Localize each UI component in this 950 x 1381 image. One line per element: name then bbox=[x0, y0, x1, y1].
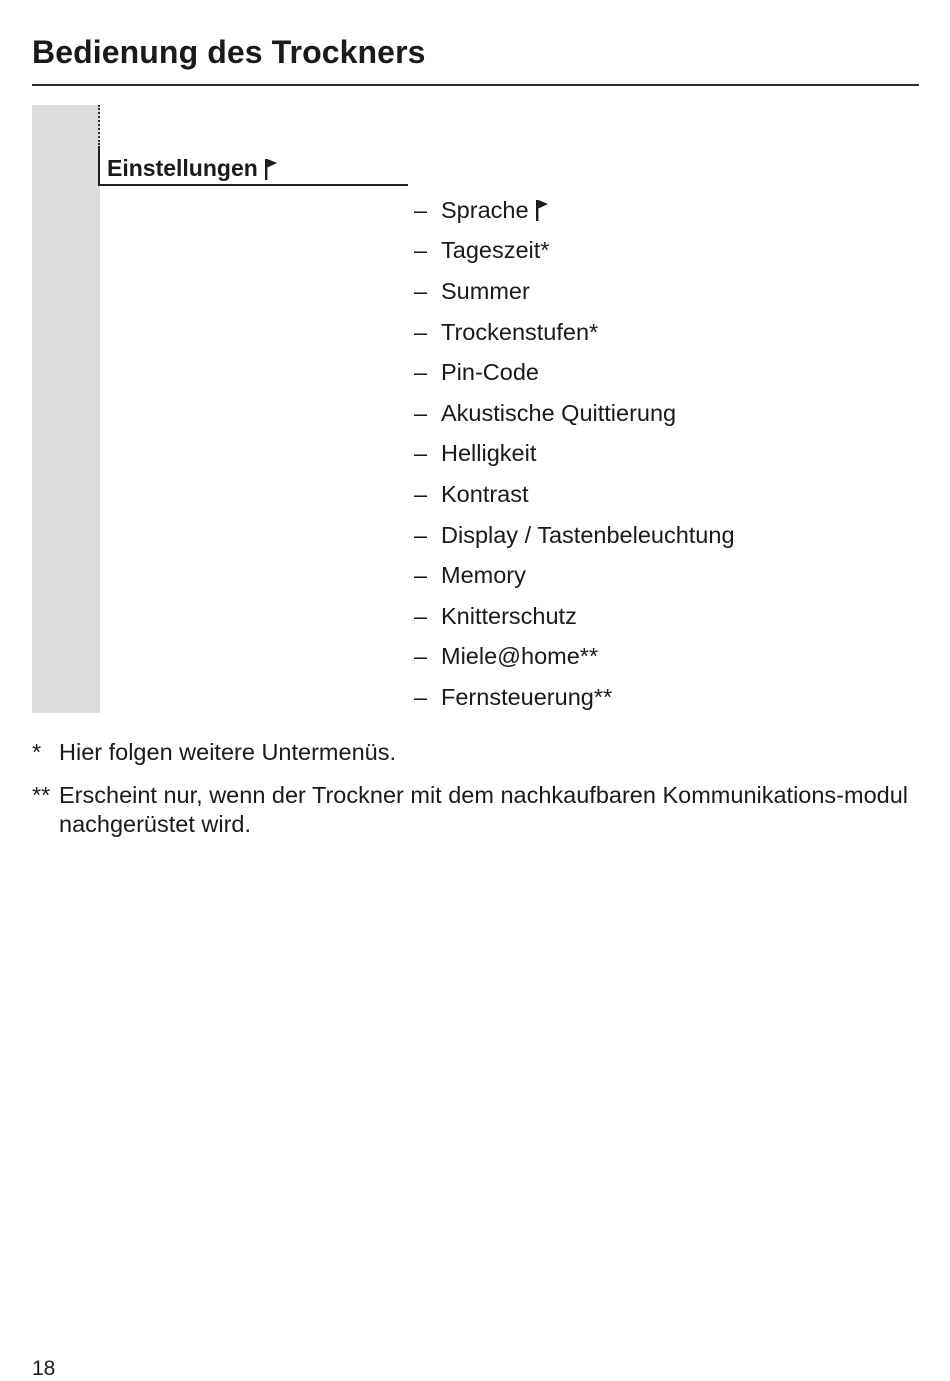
submenu-item bbox=[414, 474, 735, 515]
submenu-item-label: Akustische Quittierung bbox=[441, 399, 677, 426]
submenu-item-label: Pin-Code bbox=[441, 359, 539, 386]
submenu-item-label: Trockenstufen* bbox=[441, 318, 599, 345]
footnote-text: Erscheint nur, wenn der Trockner mit dem nachkaufbaren Kommunikations-modul nachgerüstet wird. bbox=[59, 782, 909, 837]
submenu-item-label: Kontrast bbox=[441, 480, 529, 507]
menu-bracket-horizontal bbox=[98, 184, 408, 186]
submenu-item-label: Miele@home** bbox=[441, 643, 599, 670]
list-dash: – bbox=[414, 521, 428, 548]
submenu-item-wrap bbox=[441, 522, 735, 549]
footnote bbox=[32, 781, 912, 839]
list-dash: – bbox=[414, 440, 428, 467]
submenu-item-wrap bbox=[441, 400, 676, 427]
submenu-item bbox=[414, 515, 735, 556]
submenu-item-wrap bbox=[441, 319, 598, 346]
submenu-item-label: Helligkeit bbox=[441, 440, 537, 467]
page-title: Bedienung des Trockners bbox=[32, 34, 426, 70]
menu-heading bbox=[107, 155, 278, 182]
submenu-item bbox=[414, 596, 735, 637]
list-dash: – bbox=[414, 277, 428, 304]
submenu-item-wrap bbox=[441, 684, 612, 711]
page-number: 18 bbox=[32, 1357, 56, 1380]
submenu-item-label: Knitterschutz bbox=[441, 602, 577, 629]
list-dash: – bbox=[414, 196, 428, 223]
list-dash: – bbox=[414, 399, 428, 426]
submenu-item-wrap bbox=[441, 603, 577, 630]
footnote bbox=[32, 738, 912, 767]
list-dash: – bbox=[414, 359, 428, 386]
submenu-item bbox=[414, 393, 735, 434]
submenu-item-label: Tageszeit* bbox=[441, 237, 550, 264]
list-dash: – bbox=[414, 683, 428, 710]
menu-bracket-vertical bbox=[98, 146, 100, 186]
submenu-item bbox=[414, 555, 735, 596]
submenu-item bbox=[414, 677, 735, 718]
submenu-item-wrap bbox=[441, 440, 536, 467]
list-dash: – bbox=[414, 643, 428, 670]
submenu-item-wrap bbox=[441, 643, 598, 670]
menu-heading-label: Einstellungen bbox=[107, 155, 258, 181]
list-dash: – bbox=[414, 318, 428, 345]
submenu-item bbox=[414, 190, 735, 231]
list-dash: – bbox=[414, 602, 428, 629]
list-dash: – bbox=[414, 237, 428, 264]
submenu-item-wrap bbox=[441, 237, 549, 264]
submenu-item-wrap bbox=[441, 359, 539, 386]
submenu-item bbox=[414, 312, 735, 353]
footnote-marker: * bbox=[32, 739, 42, 765]
menu-tree-connector bbox=[98, 105, 100, 145]
submenu-item-wrap bbox=[441, 562, 526, 589]
footnote-text: Hier folgen weitere Untermenüs. bbox=[59, 739, 396, 765]
title-divider bbox=[32, 84, 919, 86]
submenu-item-label: Memory bbox=[441, 562, 526, 589]
submenu-item-label: Display / Tastenbeleuchtung bbox=[441, 521, 735, 548]
submenu-item-wrap bbox=[441, 481, 529, 508]
flag-icon bbox=[264, 157, 278, 181]
submenu-item bbox=[414, 231, 735, 272]
list-dash: – bbox=[414, 562, 428, 589]
sidebar-band bbox=[32, 105, 100, 713]
submenu-item bbox=[414, 637, 735, 678]
submenu-item-label: Summer bbox=[441, 277, 530, 304]
list-dash: – bbox=[414, 480, 428, 507]
footnotes bbox=[32, 738, 912, 853]
submenu-item bbox=[414, 352, 735, 393]
submenu-item bbox=[414, 271, 735, 312]
submenu-item-label: Fernsteuerung** bbox=[441, 683, 613, 710]
submenu-item bbox=[414, 434, 735, 475]
submenu-item-label: Sprache bbox=[441, 196, 529, 223]
footnote-marker: ** bbox=[32, 782, 51, 808]
submenu-item-wrap bbox=[441, 278, 530, 305]
submenu-item-wrap bbox=[441, 197, 549, 224]
submenu-list bbox=[414, 190, 735, 718]
flag-icon bbox=[535, 198, 549, 222]
